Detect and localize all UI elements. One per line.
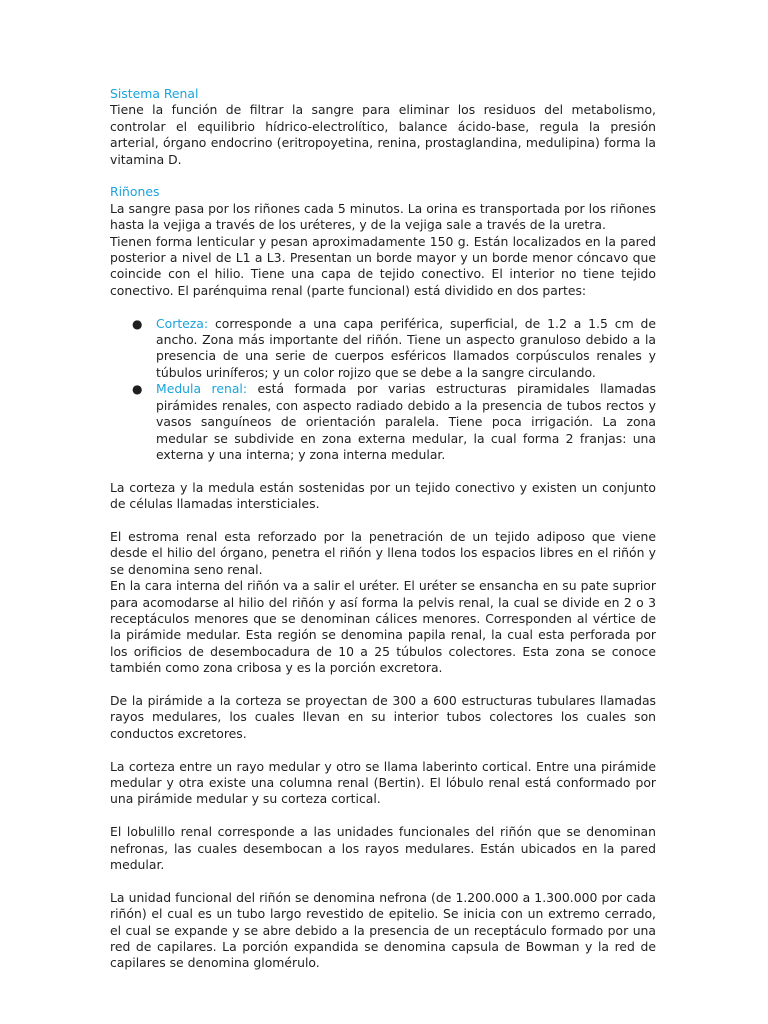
paragraph-8: El lobulillo renal corresponde a las unidades funcionales del riñón que se denominan nefronas, las cuales desembocan a los rayos medulares. Están ubicados en la pared medular. (110, 824, 656, 872)
term-medula-renal: Medula renal: (156, 381, 248, 397)
paragraph-9: La unidad funcional del riñón se denomina nefrona (de 1.200.000 a 1.300.000 por cada riñón) el cual es un tubo largo revestido de epitelio. Se inicia con un extremo cerrado, el cual se expande y se abre debido a la presencia de un receptáculo formado por una red de capilares. La porción expandida se denomina capsula de Bowman y la red de capilares se denomina glomérulo. (110, 889, 656, 971)
bullet-icon: ● (132, 382, 143, 397)
list-item-medula-renal (110, 381, 656, 463)
spacer (110, 168, 656, 184)
paragraph-6: De la pirámide a la corteza se proyectan de 300 a 600 estructuras tubulares llamadas rayos medulares, los cuales llevan en su interior tubos colectores los cuales son conductos excretores. (110, 692, 656, 741)
paragraph-sistema-renal: Tiene la función de filtrar la sangre para eliminar los residuos del metabolismo, controlar el equilibrio hídrico-electrolítico, balance ácido-base, regula la presión arterial, órgano endocrino (eritropoyetina, renina, prostaglandina, medulipina) forma la vitamina D. (110, 102, 656, 167)
document-page (110, 86, 656, 972)
heading-rinones: Riñones (110, 184, 160, 200)
paragraph-rinones-2: Tienen forma lenticular y pesan aproximadamente 150 g. Están localizados en la pared posterior a nivel de L1 a L3. Presentan un borde mayor y un borde menor cóncavo que coincide con el hilio. Tiene una capa de tejido conectivo. El interior no tiene tejido conectivo. El parénquima renal (parte funcional) está dividido en dos partes: (110, 233, 656, 298)
text-corteza: corresponde a una capa periférica, superficial, de 1.2 a 1.5 cm de ancho. Zona más importante del riñón. Tiene un aspecto granuloso debido a la presencia de una serie de cuerpos esféricos llamados corpúsculos renales y túbulos uriníferos; y un color rojizo que se debe a la sangre circulando. (156, 315, 656, 380)
bullet-icon: ● (132, 316, 143, 331)
spacer (110, 808, 656, 824)
spacer (110, 677, 656, 693)
spacer (110, 873, 656, 889)
spacer (110, 742, 656, 758)
spacer (110, 463, 656, 479)
list-item-corteza (110, 316, 656, 382)
term-corteza: Corteza: (156, 315, 209, 331)
paragraph-7: La corteza entre un rayo medular y otro se llama laberinto cortical. Entre una pirámide medular y otra existe una columna renal (Bertin). El lóbulo renal está conformado por una pirámide medular y su corteza cortical. (110, 758, 656, 807)
paragraph-rinones-1: La sangre pasa por los riñones cada 5 minutos. La orina es transportada por los riñones hasta la vejiga a través de los uréteres, y de la vejiga sale a través de la uretra. (110, 200, 656, 233)
paragraph-3: La corteza y la medula están sostenidas por un tejido conectivo y existen un conjunto de células llamadas intersticiales. (110, 479, 656, 512)
spacer (110, 299, 656, 315)
text-medula-renal: está formada por varias estructuras piramidales llamadas pirámides renales, con aspecto radiado debido a la presencia de tubos rectos y vasos sanguíneos de orientación paralela. Tiene poca irrigación. La zona medular se subdivide en zona externa medular, la cual forma 2 franjas: una externa y una interna; y zona interna medular. (156, 381, 657, 462)
spacer (110, 513, 656, 529)
paragraph-5: En la cara interna del riñón va a salir el uréter. El uréter se ensancha en su pate suprior para acomodarse al hilio del riñón y así forma la pelvis renal, la cual se divide en 2 o 3 receptáculos menores que se denominan cálices menores. Corresponden al vértice de la pirámide medular. Esta región se denomina papila renal, la cual esta perforada por los orificios de desembocadura de 10 a 25 túbulos colectores. Esta zona se conoce también como zona cribosa y es la porción excretora. (110, 578, 656, 676)
heading-sistema-renal: Sistema Renal (110, 86, 199, 101)
paragraph-4: El estroma renal esta reforzado por la penetración de un tejido adiposo que viene desde el hilio del órgano, penetra el riñón y llena todos los espacios libres en el riñón y se denomina seno renal. (110, 528, 656, 577)
bullet-list (110, 316, 656, 464)
